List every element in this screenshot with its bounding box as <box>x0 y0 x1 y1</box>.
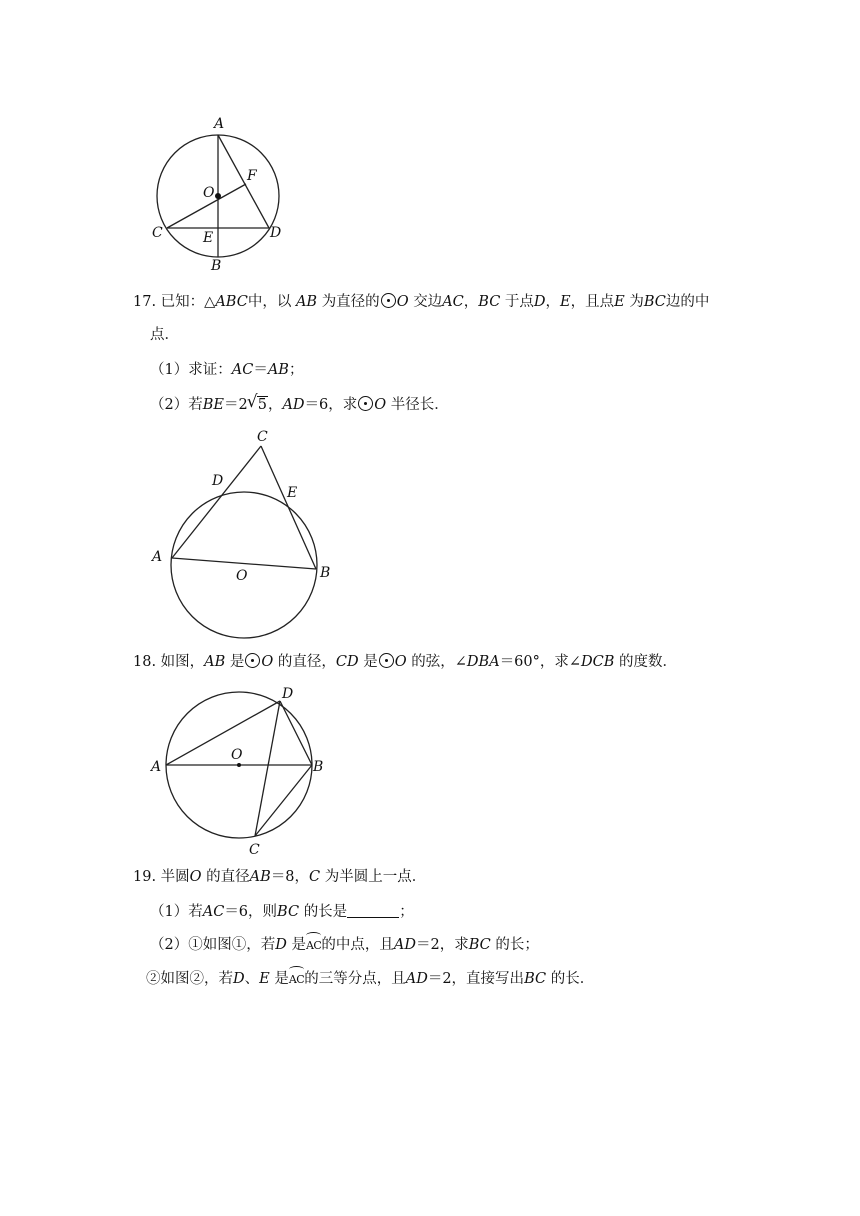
circle-o <box>171 492 317 638</box>
segment-ad <box>166 701 280 765</box>
sqrt-symbol: √ 5 <box>248 395 268 415</box>
circle-symbol <box>358 396 373 411</box>
figure-q16 <box>148 112 288 276</box>
label-e: E <box>287 485 298 501</box>
q19-part2: （2）①如图①，若D 是AC的中点，且AD＝2，求BC 的长； <box>150 935 539 956</box>
label-a: A <box>151 759 162 775</box>
q17-part1: （1）求证：AC＝AB； <box>150 362 304 378</box>
q17-stem-cont: 点． <box>150 327 179 343</box>
label-d: D <box>282 686 294 702</box>
label-d: D <box>212 473 224 489</box>
label-c: C <box>249 842 260 857</box>
circle-symbol <box>245 653 260 668</box>
label-c: C <box>152 225 163 241</box>
segment-cb <box>261 446 316 569</box>
label-d: D <box>270 225 282 241</box>
arc-symbol: AC <box>306 936 321 956</box>
label-e: E <box>203 230 214 246</box>
label-a: A <box>214 116 225 132</box>
label-o: O <box>203 185 215 201</box>
q19-part3: ②如图②，若D、E 是AC的三等分点，且AD＝2，直接写出BC 的长． <box>146 969 594 990</box>
center-dot <box>237 763 241 767</box>
q17-part2: （2）若BE＝2√ 5，AD＝6，求 O 半径长． <box>150 395 449 415</box>
label-b: B <box>313 759 324 775</box>
segment-ad <box>218 135 269 228</box>
q19-stem: 19. 半圆O 的直径AB＝8，C 为半圆上一点． <box>133 869 427 885</box>
label-c: C <box>257 429 268 445</box>
segment-dc <box>255 701 280 836</box>
circle-symbol <box>379 653 394 668</box>
q19-part1: （1）若AC＝6，则BC 的长是 ； <box>150 904 414 920</box>
circle-symbol <box>381 293 396 308</box>
label-b: B <box>211 258 222 274</box>
segment-db <box>280 701 312 765</box>
label-f: F <box>247 168 257 184</box>
answer-blank <box>347 903 399 918</box>
label-o: O <box>231 747 243 763</box>
label-o: O <box>236 568 248 584</box>
q17-stem: 17. 已知：△ABC中，以 AB 为直径的 O 交边AC，BC 于点D，E，且点E 为BC边的中 <box>133 294 710 310</box>
label-a: A <box>152 549 163 565</box>
arc-symbol: AC <box>289 970 304 990</box>
figure-q17 <box>145 425 340 640</box>
figure-q18 <box>145 682 335 857</box>
center-dot <box>215 193 221 199</box>
q18-stem: 18. 如图，AB 是 O 的直径，CD 是 O 的弦，∠DBA＝60°，求∠DCB 的度数． <box>133 654 678 670</box>
label-b: B <box>320 565 331 581</box>
segment-ac <box>172 446 261 558</box>
